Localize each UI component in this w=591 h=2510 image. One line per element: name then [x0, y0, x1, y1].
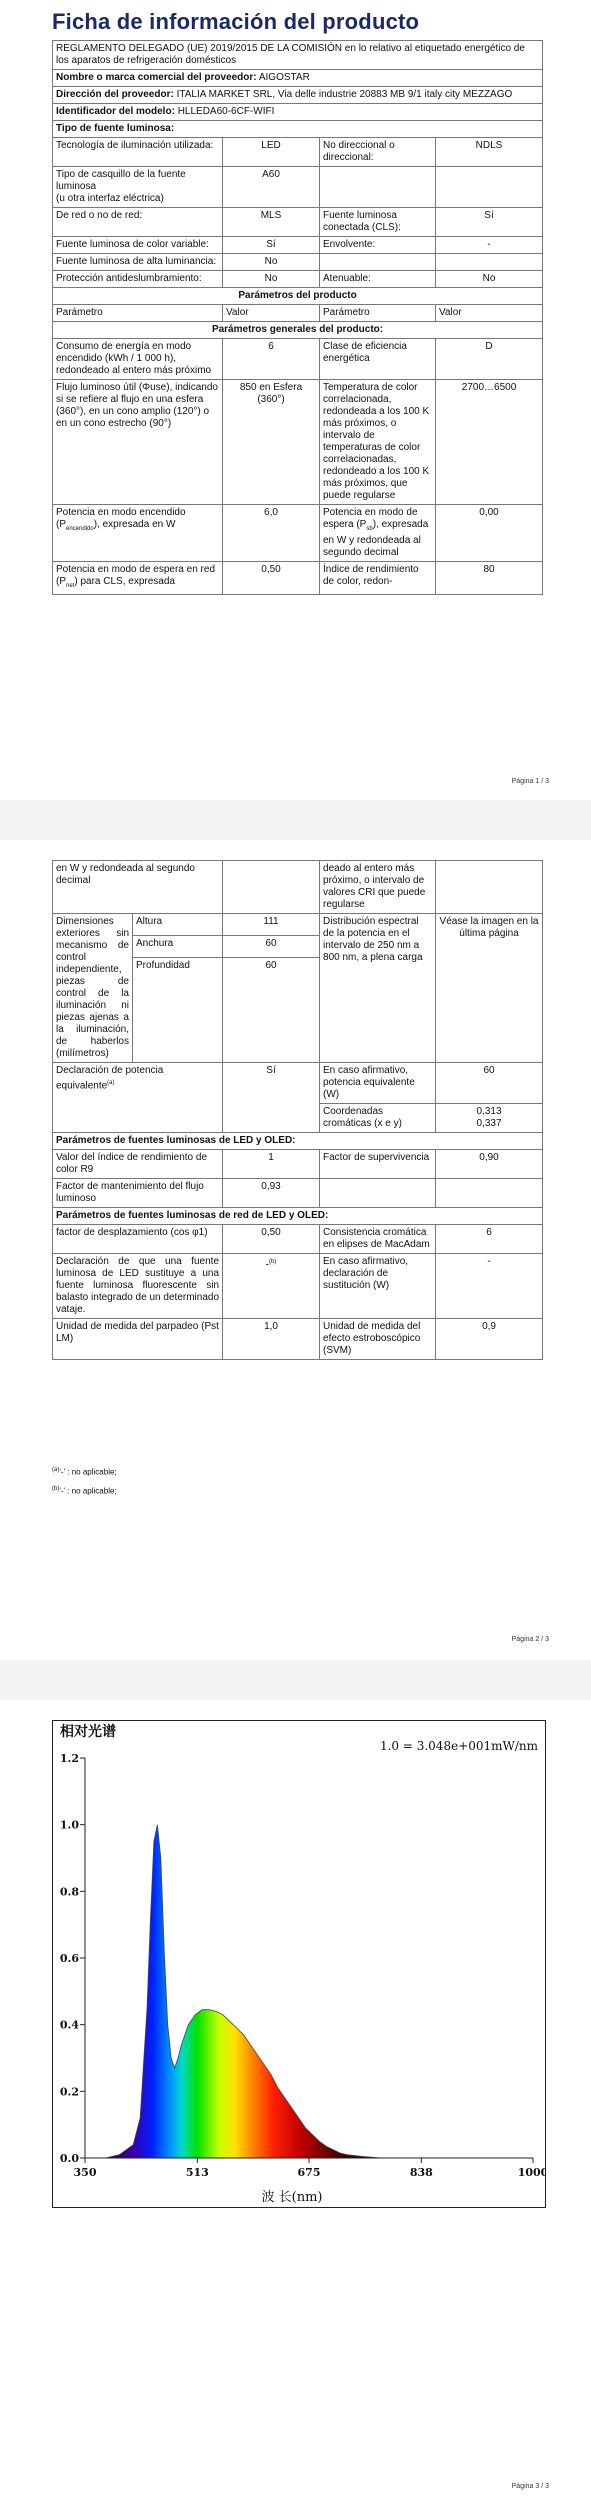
network-standby-label-sub: net	[66, 583, 75, 589]
led-header-row	[53, 1133, 543, 1150]
maintenance-value: 0,93	[223, 1179, 320, 1208]
footnotes	[52, 1462, 117, 1499]
address-label: Dirección del proveedor:	[56, 89, 174, 100]
power-on-value: 6,0	[223, 505, 320, 562]
general-params-header: Parámetros generales del producto:	[53, 322, 543, 339]
mains-led-header-row	[53, 1208, 543, 1225]
page-3	[0, 1700, 591, 2510]
x-tick-label: 1000	[517, 2166, 546, 2179]
mains-row	[53, 208, 543, 237]
high-luminance-value: No	[223, 254, 320, 271]
page-number-2: Página 2 / 3	[511, 1636, 549, 1643]
spectral-value: Véase la imagen en la última página	[436, 914, 543, 1063]
svm-value: 0,9	[436, 1319, 543, 1360]
y-tick-label: 1.0	[59, 1818, 79, 1832]
chromaticity-label: Coordenadas cromáticas (x e y)	[320, 1104, 436, 1133]
replacement-w-label: En caso afirmativo, declaración de sustitución (W)	[320, 1254, 436, 1319]
y-tick-label: 1.2	[59, 1752, 79, 1765]
power-on-label-b: ), expresada en W	[93, 519, 176, 530]
macadam-label: Consistencia cromática en elipses de MacAdam	[320, 1225, 436, 1254]
col-param-1: Parámetro	[53, 305, 223, 322]
depth-label: Profundidad	[133, 958, 223, 1063]
network-standby-label	[53, 562, 223, 595]
energy-row	[53, 339, 543, 380]
height-label: Altura	[133, 914, 223, 936]
maintenance-label: Factor de mantenimiento del flujo luminoso	[53, 1179, 223, 1208]
dimension-height-row	[53, 914, 543, 936]
footnote-a-text: '-' : no aplicable;	[59, 1467, 117, 1477]
high-luminance-row	[53, 254, 543, 271]
product-params-header: Parámetros del producto	[53, 288, 543, 305]
glare-label: Protección antideslumbramiento:	[53, 271, 223, 288]
chromaticity-y: 0,337	[476, 1118, 502, 1129]
y-tick-label: 0.2	[59, 2085, 79, 2099]
cct-label: Temperatura de color correlacionada, redondeada a los 100 K más próximos, o intervalo de temperaturas de color correlacionadas, redondeado a los 100 K más próximos, que puede regularse	[320, 380, 436, 505]
mains-label: De red o no de red:	[53, 208, 223, 237]
technology-value: LED	[223, 138, 320, 167]
brand-value: AIGOSTAR	[258, 72, 310, 83]
x-tick-label: 838	[409, 2166, 433, 2179]
flicker-label: Unidad de medida del parpadeo (Pst LM)	[53, 1319, 223, 1360]
tunable-value: Sí	[223, 237, 320, 254]
equivalent-claim-sup: (a)	[107, 1080, 115, 1086]
directional-label: No direccional o direccional:	[320, 138, 436, 167]
depth-value: 60	[223, 958, 320, 1063]
flux-row	[53, 380, 543, 505]
network-standby-row	[53, 562, 543, 595]
tunable-label: Fuente luminosa de color variable:	[53, 237, 223, 254]
directional-value: NDLS	[436, 138, 543, 167]
dimmable-label: Atenuable:	[320, 271, 436, 288]
x-tick-label: 350	[73, 2166, 97, 2179]
y-tick-label: 0.4	[59, 2018, 79, 2032]
standby-label	[320, 505, 436, 562]
survival-label: Factor de supervivencia	[320, 1150, 436, 1179]
network-standby-value: 0,50	[223, 562, 320, 595]
cap-note: (u otra interfaz eléctrica)	[56, 193, 164, 204]
x-axis-label: 波 长(nm)	[261, 2190, 323, 2205]
led-params-header: Parámetros de fuentes luminosas de LED y OLED:	[53, 1133, 543, 1150]
y-tick-label: 0.6	[59, 1952, 79, 1965]
page-gap	[0, 1660, 591, 1700]
model-label: Identificador del modelo:	[56, 106, 175, 117]
glare-value: No	[223, 271, 320, 288]
equivalent-claim-text: Declaración de potencia equivalente	[56, 1065, 164, 1092]
technology-label: Tecnología de iluminación utilizada:	[53, 138, 223, 167]
regulation-row	[53, 41, 543, 70]
network-standby-label-cont: en W y redondeada al segundo decimal	[53, 861, 223, 914]
source-type-header: Tipo de fuente luminosa:	[53, 121, 543, 138]
network-standby-cont-row	[53, 861, 543, 914]
standby-label-a: Potencia en modo de espera (P	[323, 507, 418, 530]
dimensions-label: Dimensiones exteriores sin mecanismo de control independiente, piezas de control de la iluminación ni piezas ajenas a la iluminación, de haberlos (milímetros)	[53, 914, 133, 1063]
page-2	[0, 840, 591, 1660]
footnote-a	[52, 1462, 117, 1481]
standby-value: 0,00	[436, 505, 543, 562]
replacement-value-sup: (b)	[269, 1259, 277, 1265]
chart-annotation: 1.0 = 3.048e+001mW/nm	[379, 1739, 538, 1753]
flux-label: Flujo luminoso útil (Φuse), indicando si se refiere al flujo en una esfera (360°), en un cono amplio (120°) o en un cono estrecho (90°)	[53, 380, 223, 505]
brand-row	[53, 70, 543, 87]
cap-row	[53, 167, 543, 208]
source-type-header-row	[53, 121, 543, 138]
x-tick-label: 513	[185, 2166, 209, 2179]
page-number-3: Página 3 / 3	[511, 2483, 549, 2490]
column-headings-row	[53, 305, 543, 322]
width-value: 60	[223, 936, 320, 958]
equivalent-claim-value: Sí	[223, 1063, 320, 1133]
brand-label: Nombre o marca comercial del proveedor:	[56, 72, 257, 83]
model-value: HLLEDA60-6CF-WIFI	[177, 106, 275, 117]
chart-title: 相对光谱	[60, 1724, 116, 1740]
model-row	[53, 104, 543, 121]
footnote-a-mark: (a)	[52, 1467, 60, 1473]
energy-label: Consumo de energía en modo encendido (kWh / 1 000 h), redondeado al entero más próximo	[53, 339, 223, 380]
svm-label: Unidad de medida del efecto estroboscópico (SVM)	[320, 1319, 436, 1360]
class-value: D	[436, 339, 543, 380]
r9-label: Valor del índice de rendimiento de color R9	[53, 1150, 223, 1179]
footnote-b-text: '-' : no aplicable;	[59, 1486, 117, 1496]
network-standby-label-a: Potencia en modo de espera en red (P	[56, 564, 215, 587]
footnote-b-mark: (b)	[52, 1485, 60, 1492]
flicker-row	[53, 1319, 543, 1360]
info-table-page-2	[52, 860, 543, 1360]
col-value-2: Valor	[436, 305, 543, 322]
product-params-header-row	[53, 288, 543, 305]
envelope-label: Envolvente:	[320, 237, 436, 254]
y-tick-label: 0.8	[59, 1885, 79, 1899]
height-value: 111	[223, 914, 320, 936]
maintenance-row	[53, 1179, 543, 1208]
equivalent-power-value: 60	[436, 1063, 543, 1104]
energy-value: 6	[223, 339, 320, 380]
page-number-1: Página 1 / 3	[511, 778, 549, 785]
power-on-label-a: Potencia en modo encendido (P	[56, 507, 186, 530]
power-on-label-sub: encendido	[66, 526, 94, 532]
document-title: Ficha de información del producto	[52, 9, 420, 34]
network-standby-label-b: ) para CLS, expresada	[74, 576, 175, 587]
power-row	[53, 505, 543, 562]
cct-value: 2700…6500	[436, 380, 543, 505]
col-param-2: Parámetro	[320, 305, 436, 322]
standby-label-b: ), expresada en W y redondeada al segundo decimal	[323, 519, 429, 558]
general-params-header-row	[53, 322, 543, 339]
r9-row	[53, 1150, 543, 1179]
cri-value: 80	[436, 562, 543, 595]
equivalent-claim-label	[53, 1063, 223, 1133]
displacement-value: 0,50	[223, 1225, 320, 1254]
replacement-w-value: -	[436, 1254, 543, 1319]
y-tick-label: 0.0	[59, 2152, 79, 2165]
footnote-b	[52, 1481, 117, 1500]
cri-label-cont: deado al entero más próximo, o intervalo de valores CRI que puede regularse	[320, 861, 436, 914]
spectrum-chart	[52, 1720, 546, 2208]
chromaticity-x: 0,313	[476, 1106, 502, 1117]
regulation-text: REGLAMENTO DELEGADO (UE) 2019/2015 DE LA COMISIÓN en lo relativo al etiquetado energético de los aparatos de refrigeración domésticos	[53, 41, 543, 70]
flicker-value: 1,0	[223, 1319, 320, 1360]
macadam-value: 6	[436, 1225, 543, 1254]
replacement-row	[53, 1254, 543, 1319]
class-label: Clase de eficiencia energética	[320, 339, 436, 380]
displacement-row	[53, 1225, 543, 1254]
cap-value: A60	[223, 167, 320, 208]
cap-label: Tipo de casquillo de la fuente luminosa	[56, 169, 186, 192]
connected-label: Fuente luminosa conectada (CLS):	[320, 208, 436, 237]
high-luminance-label: Fuente luminosa de alta luminancia:	[53, 254, 223, 271]
envelope-value: -	[436, 237, 543, 254]
x-tick-label: 675	[297, 2166, 321, 2179]
spectral-label: Distribución espectral de la potencia en el intervalo de 250 nm a 800 nm, a plena carga	[320, 914, 436, 1063]
equivalent-power-label: En caso afirmativo, potencia equivalente (W)	[320, 1063, 436, 1104]
replacement-value-text: -	[265, 1259, 270, 1271]
col-value-1: Valor	[223, 305, 320, 322]
connected-value: Sí	[436, 208, 543, 237]
technology-row	[53, 138, 543, 167]
survival-value: 0,90	[436, 1150, 543, 1179]
replacement-label: Declaración de que una fuente luminosa de LED sustituye a una fuente luminosa fluorescente sin balasto integrado de un determinado vataje.	[53, 1254, 223, 1319]
displacement-label: factor de desplazamiento (cos φ1)	[53, 1225, 223, 1254]
standby-label-sub: sb	[366, 526, 373, 532]
page-gap	[0, 800, 591, 840]
address-row	[53, 87, 543, 104]
cri-label: Índice de rendimiento de color, redon-	[320, 562, 436, 595]
equivalent-claim-row	[53, 1063, 543, 1104]
address-value: ITALIA MARKET SRL, Via delle industrie 20883 MB 9/1 italy city MEZZAGO	[176, 89, 513, 100]
dimmable-value: No	[436, 271, 543, 288]
mains-led-header: Parámetros de fuentes luminosas de red de LED y OLED:	[53, 1208, 543, 1225]
spectrum-chart-svg	[52, 1720, 546, 2208]
power-on-label	[53, 505, 223, 562]
tunable-row	[53, 237, 543, 254]
flux-value: 850 en Esfera (360°)	[223, 380, 320, 505]
width-label: Anchura	[133, 936, 223, 958]
replacement-value	[223, 1254, 320, 1319]
info-table-page-1	[52, 40, 543, 595]
glare-row	[53, 271, 543, 288]
r9-value: 1	[223, 1150, 320, 1179]
mains-value: MLS	[223, 208, 320, 237]
page-1	[0, 0, 591, 800]
